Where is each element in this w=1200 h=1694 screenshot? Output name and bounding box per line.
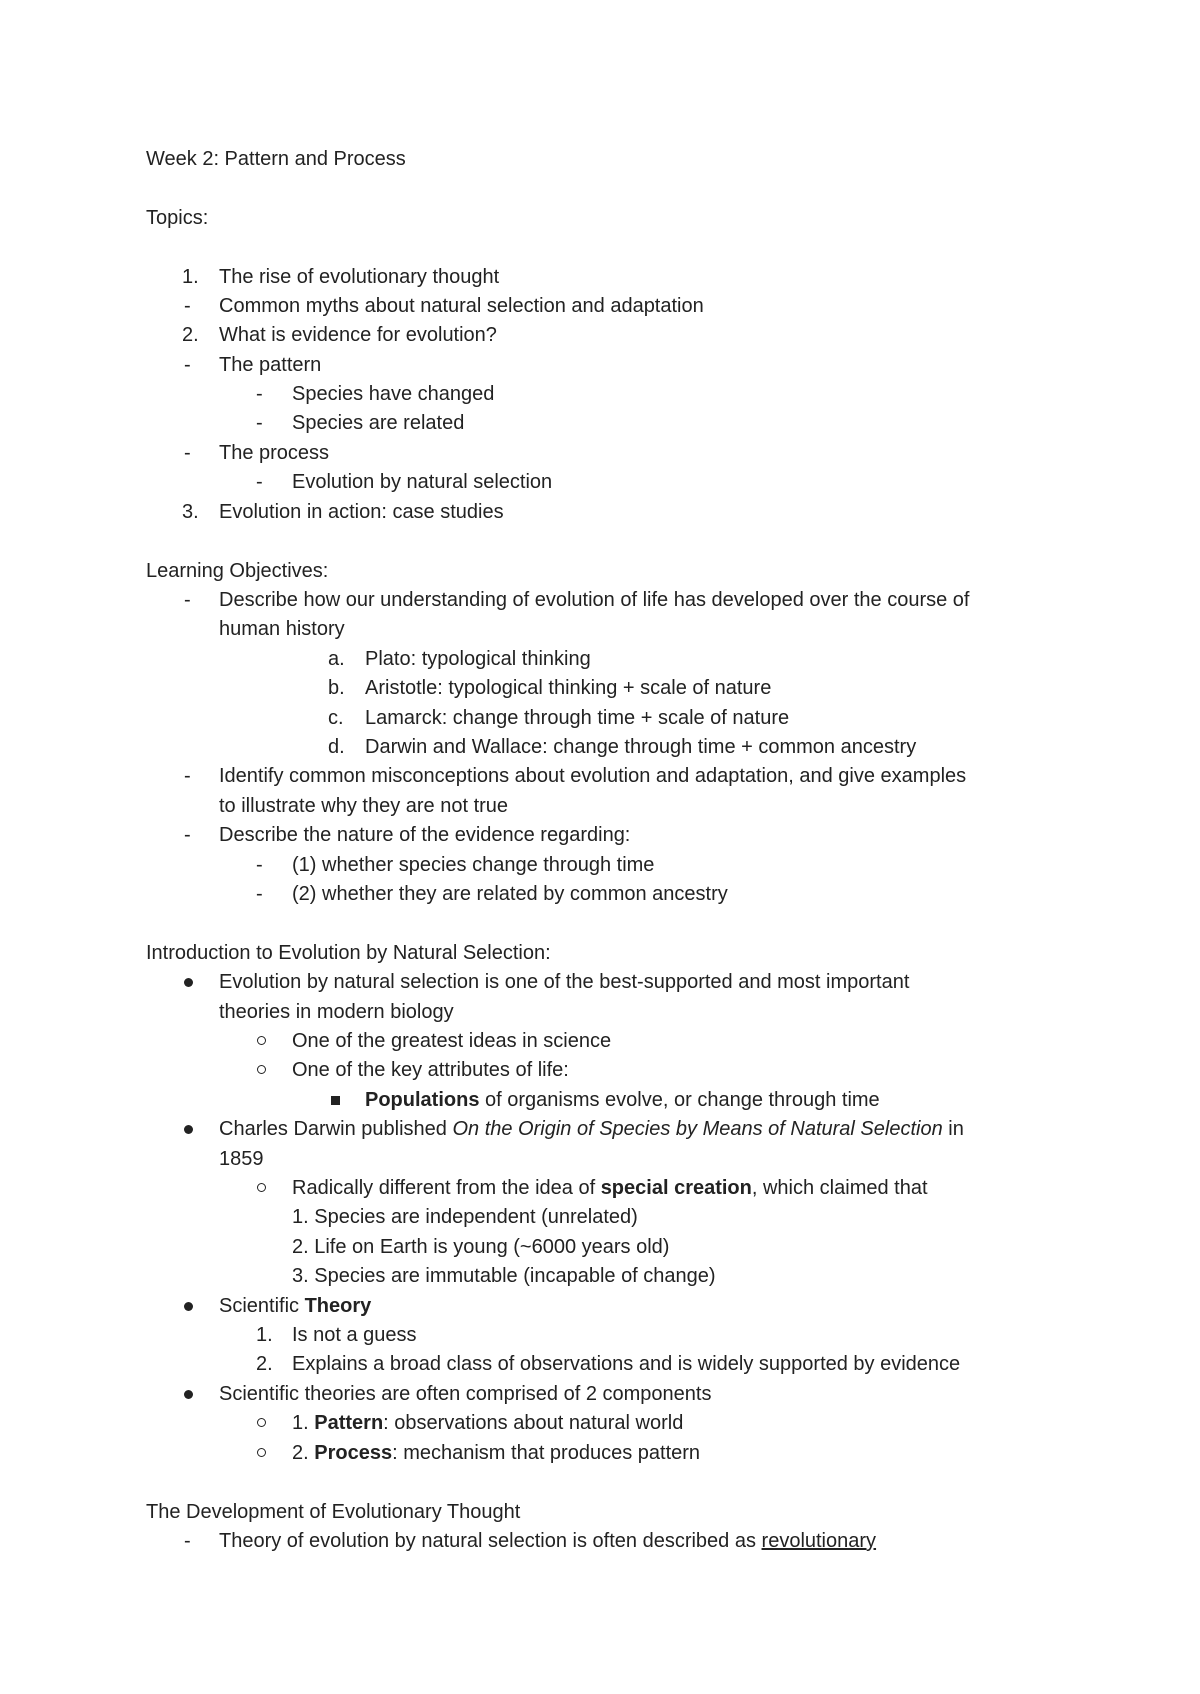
bold-term: special creation	[600, 1177, 752, 1199]
bold-term: Populations	[365, 1089, 480, 1111]
bullet-text-rest: : mechanism that produces pattern	[392, 1442, 701, 1464]
list-marker: -	[184, 824, 191, 846]
bullet-number: 2.	[292, 1442, 315, 1464]
list-item-text-pre: Theory of evolution by natural selection is often described as	[219, 1530, 762, 1552]
bullet-text	[292, 1441, 700, 1465]
bullet-text-pre: Scientific	[219, 1295, 305, 1317]
list-marker: -	[256, 412, 263, 434]
list-item-text: to illustrate why they are not true	[219, 795, 509, 817]
bullet-text	[219, 1117, 964, 1141]
list-marker: b.	[328, 677, 345, 699]
bullet-text: Evolution by natural selection is one of the best-supported and most important	[219, 971, 910, 993]
objectives-heading: Learning Objectives:	[146, 560, 329, 582]
bullet-text: Scientific theories are often comprised of 2 components	[219, 1383, 712, 1405]
topics-heading: Topics:	[146, 207, 209, 229]
list-marker: -	[256, 383, 263, 405]
list-marker: -	[256, 883, 263, 905]
list-item-text: Species have changed	[292, 383, 495, 405]
list-marker: 1.	[182, 266, 199, 288]
list-item-text: human history	[219, 618, 345, 640]
bullet-dot	[184, 1125, 193, 1134]
list-marker: 2.	[182, 324, 199, 346]
list-marker: 1.	[256, 1324, 273, 1346]
list-marker: -	[184, 295, 191, 317]
list-item-text: Evolution in action: case studies	[219, 501, 504, 523]
document-title: Week 2: Pattern and Process	[146, 148, 406, 170]
bold-term: Pattern	[314, 1412, 384, 1434]
bold-term: Theory	[304, 1295, 372, 1317]
list-marker: 2.	[256, 1353, 273, 1375]
bullet-text	[365, 1088, 880, 1112]
bullet-text	[292, 1176, 928, 1200]
numbered-text: 3. Species are immutable (incapable of change)	[292, 1265, 716, 1287]
list-item-text: Describe how our understanding of evolution of life has developed over the course of	[219, 589, 970, 611]
italic-title: On the Origin of Species by Means of Natural Selection	[452, 1118, 943, 1140]
bold-term: Process	[314, 1442, 393, 1464]
list-item-text: Evolution by natural selection	[292, 471, 553, 493]
bullet-circle	[257, 1418, 266, 1427]
bullet-circle	[257, 1448, 266, 1457]
list-item-text: Is not a guess	[292, 1324, 417, 1346]
list-item-text: The process	[219, 442, 330, 464]
bullet-text-post: in	[942, 1118, 964, 1140]
list-item-text: Identify common misconceptions about evolution and adaptation, and give examples	[219, 765, 967, 787]
numbered-text: 2. Life on Earth is young (~6000 years old)	[292, 1236, 670, 1258]
list-item-text: Species are related	[292, 412, 465, 434]
bullet-text-post: , which claimed that	[751, 1177, 928, 1199]
intro-heading: Introduction to Evolution by Natural Selection:	[146, 942, 551, 964]
bullet-text-pre: Radically different from the idea of	[292, 1177, 601, 1199]
bullet-circle	[257, 1183, 266, 1192]
bullet-text: theories in modern biology	[219, 1001, 454, 1023]
list-item-text: Aristotle: typological thinking + scale of nature	[365, 677, 772, 699]
list-item-text: (2) whether they are related by common ancestry	[292, 883, 728, 905]
bullet-text: 1859	[219, 1148, 264, 1170]
bullet-text: One of the greatest ideas in science	[292, 1030, 612, 1052]
list-item-text: Describe the nature of the evidence regarding:	[219, 824, 631, 846]
list-item-text: Lamarck: change through time + scale of nature	[365, 707, 790, 729]
list-marker: d.	[328, 736, 345, 758]
list-item-text: Explains a broad class of observations and is widely supported by evidence	[292, 1353, 961, 1375]
list-marker: -	[184, 442, 191, 464]
bullet-text-pre: Charles Darwin published	[219, 1118, 453, 1140]
bullet-text-rest: : observations about natural world	[383, 1412, 684, 1434]
underlined-term: revolutionary	[761, 1530, 877, 1552]
bullet-text-rest: of organisms evolve, or change through time	[479, 1089, 880, 1111]
list-item-text	[219, 1529, 876, 1553]
list-marker: -	[184, 765, 191, 787]
bullet-text: One of the key attributes of life:	[292, 1059, 569, 1081]
bullet-number: 1.	[292, 1412, 315, 1434]
bullet-circle	[257, 1065, 266, 1074]
list-marker: c.	[328, 707, 344, 729]
bullet-text	[292, 1411, 683, 1435]
bullet-dot	[184, 1302, 193, 1311]
list-marker: a.	[328, 648, 345, 670]
list-item-text: The rise of evolutionary thought	[219, 266, 500, 288]
list-item-text: (1) whether species change through time	[292, 854, 655, 876]
bullet-dot	[184, 1390, 193, 1399]
list-item-text: Darwin and Wallace: change through time + common ancestry	[365, 736, 917, 758]
list-marker: -	[256, 854, 263, 876]
list-item-text: What is evidence for evolution?	[219, 324, 497, 346]
list-marker: -	[184, 589, 191, 611]
list-item-text: Common myths about natural selection and adaptation	[219, 295, 704, 317]
development-heading: The Development of Evolutionary Thought	[146, 1501, 521, 1523]
bullet-dot	[184, 978, 193, 987]
list-marker: -	[184, 1530, 191, 1552]
numbered-text: 1. Species are independent (unrelated)	[292, 1206, 638, 1228]
list-marker: 3.	[182, 501, 199, 523]
list-marker: -	[256, 471, 263, 493]
list-item-text: Plato: typological thinking	[365, 648, 591, 670]
bullet-square	[331, 1096, 340, 1105]
list-item-text: The pattern	[219, 354, 322, 376]
list-marker: -	[184, 354, 191, 376]
bullet-text	[219, 1294, 371, 1318]
bullet-circle	[257, 1036, 266, 1045]
